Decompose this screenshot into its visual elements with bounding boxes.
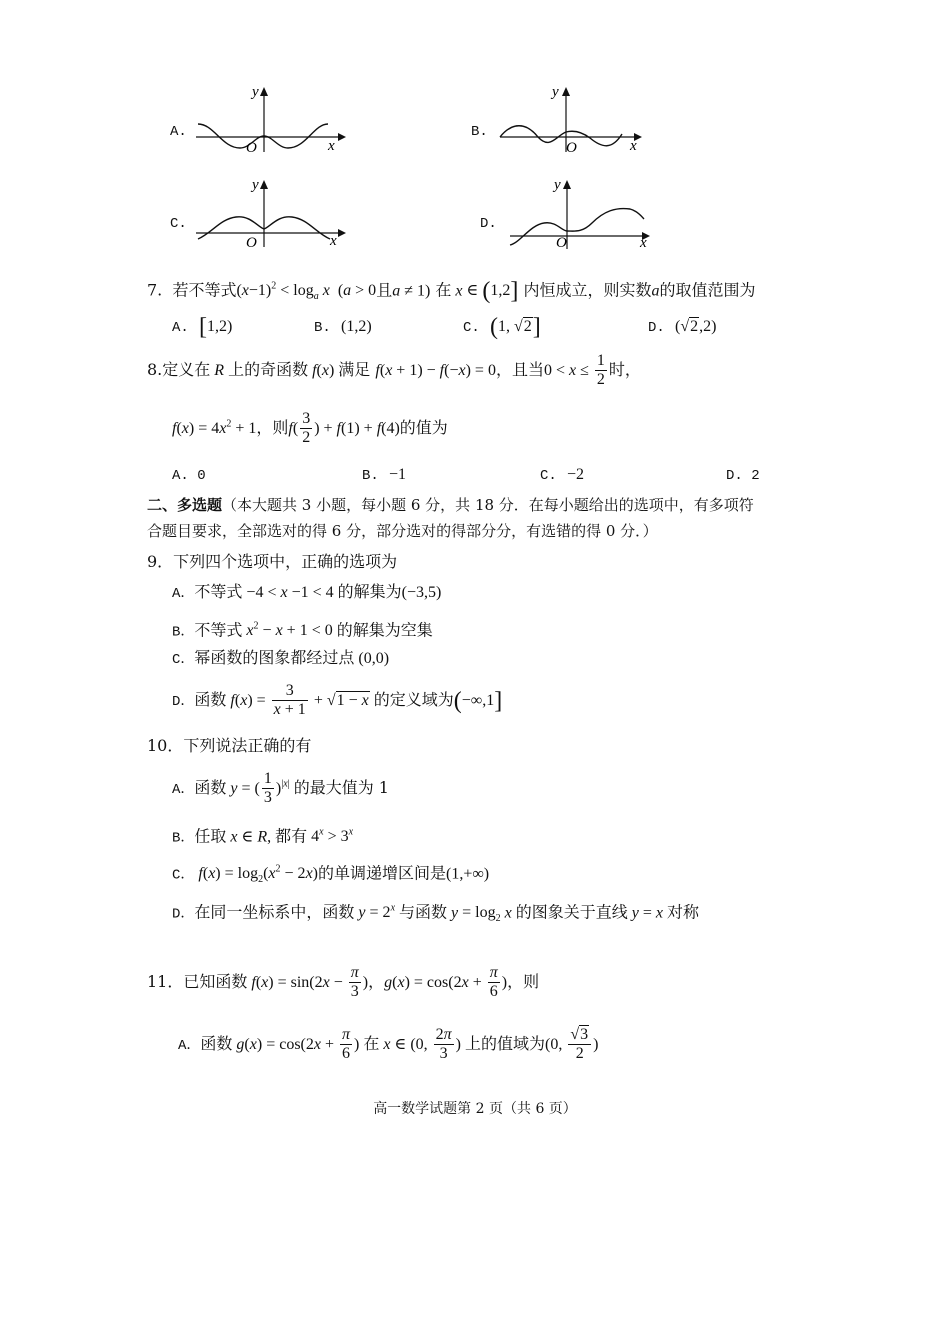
graph-c xyxy=(190,177,350,247)
q8-option-b[interactable]: B. −1 xyxy=(362,466,407,484)
q7-option-c[interactable]: C. (1, √2] xyxy=(463,314,541,340)
graph-d-axis-x: x xyxy=(640,235,647,249)
graph-a-axis-y: y xyxy=(252,84,259,100)
graph-b xyxy=(494,84,654,154)
q10-option-a[interactable]: A．函数 y = ( $\frac{1}{3}$ )$^{|x|}$ 的最大值为 1 xyxy=(172,770,389,806)
page-footer: 高一数学试题第 2 页（共 6 页） xyxy=(373,1101,577,1117)
graph-a-origin: O xyxy=(246,140,257,154)
graph-a-label: A. xyxy=(170,124,187,140)
graph-d-axis-y: y xyxy=(554,177,561,193)
q9-option-c[interactable]: C．幂函数的图象都经过点 (0,0) xyxy=(172,648,390,668)
q9-option-d[interactable]: D．函数 f(x) = $\frac{3}{x + 1}$ + √1 − x 的定义域为(−∞,1] xyxy=(172,682,503,718)
q10-option-c[interactable]: C． $f(x) = \log_2(x^2 - 2x)$的单调递增区间是(1,+∞) xyxy=(172,863,490,886)
q7-option-d[interactable]: D. (√2,2) xyxy=(648,318,717,336)
q8-option-c[interactable]: C. −2 xyxy=(540,466,585,484)
q7-stem: 7. 若不等式$(x-1)^2 < \log_a x$ (a > 0且a ≠ 1) 在 x ∈ (1,2] 内恒成立，则实数a的取值范围为 xyxy=(147,278,756,305)
q9-option-a[interactable]: A．不等式 −4 < x −1 < 4 的解集为(−3,5) xyxy=(172,582,442,602)
section2-desc-1: （本大题共 3 小题，每小题 6 分，共 18 分．在每小题给出的选项中，有多项符 xyxy=(222,496,754,514)
section2-desc-2: 合题目要求，全部选对的得 6 分，部分选对的得部分分，有选错的得 0 分．） xyxy=(147,522,658,540)
q10-option-b[interactable]: B．任取 x ∈ R, 都有 $4^x > 3^x$ xyxy=(172,826,354,847)
q8-stem-line2: $f(x) = 4x^2 + 1$，则f( $\frac{3}{2}$ ) + f(1) + f(4)的值为 xyxy=(172,410,448,446)
q8-option-a[interactable]: A. 0 xyxy=(172,468,206,484)
q11-stem: 11．已知函数 f(x) = sin(2x − $\frac{\pi}{3}$ )，g(x) = cos(2x + $\frac{\pi}{6}$ )，则 xyxy=(147,964,540,1000)
q8-stem-line1: 8.定义在 R 上的奇函数 f(x) 满足 f(x + 1) − f(−x) = 0，且当0 < x ≤ $\frac{1}{2}$ 时， xyxy=(147,352,641,388)
q9-stem: 9．下列四个选项中，正确的选项为 xyxy=(147,552,398,571)
q8-number: 8. xyxy=(147,360,163,379)
graph-d xyxy=(504,177,664,249)
graph-a xyxy=(190,84,350,154)
graph-b-axis-y: y xyxy=(552,84,559,100)
graph-c-axis-x: x xyxy=(330,233,337,247)
graph-d-origin: O xyxy=(556,235,567,249)
section2-header xyxy=(147,495,754,515)
q7-option-b[interactable]: B. (1,2) xyxy=(314,318,372,336)
graph-c-label: C. xyxy=(170,216,187,232)
q11-option-a[interactable]: A．函数 g(x) = cos(2x + $\frac{\pi}{6}$ ) 在 x ∈ (0, $\frac{2\pi}{3}$ ) 上的值域为(0, $\frac{√3}{2}$ ) xyxy=(178,1026,599,1062)
q7-option-a[interactable]: A. [1,2) xyxy=(172,314,233,340)
q11-number: 11． xyxy=(147,972,184,991)
q8-option-d[interactable]: D. 2 xyxy=(726,468,760,484)
graph-b-axis-x: x xyxy=(630,138,637,154)
section2-title: 二、多选题 xyxy=(147,496,223,514)
graph-a-axis-x: x xyxy=(328,138,335,154)
graph-c-origin: O xyxy=(246,235,257,247)
graph-b-origin: O xyxy=(566,140,577,154)
graph-d-label: D. xyxy=(480,216,497,232)
graph-b-label: B. xyxy=(471,124,488,140)
q10-stem: 10．下列说法正确的有 xyxy=(147,736,312,755)
q9-option-b[interactable]: B．不等式 $x^2 - x + 1 < 0$ 的解集为空集 xyxy=(172,620,433,641)
q7-number: 7. xyxy=(147,280,163,300)
q10-option-d[interactable]: D．在同一坐标系中，函数 $y = 2^x$ 与函数 $y = \log_2 x$ 的图象关于直线 y = x 对称 xyxy=(172,902,699,925)
graph-c-axis-y: y xyxy=(252,177,259,193)
